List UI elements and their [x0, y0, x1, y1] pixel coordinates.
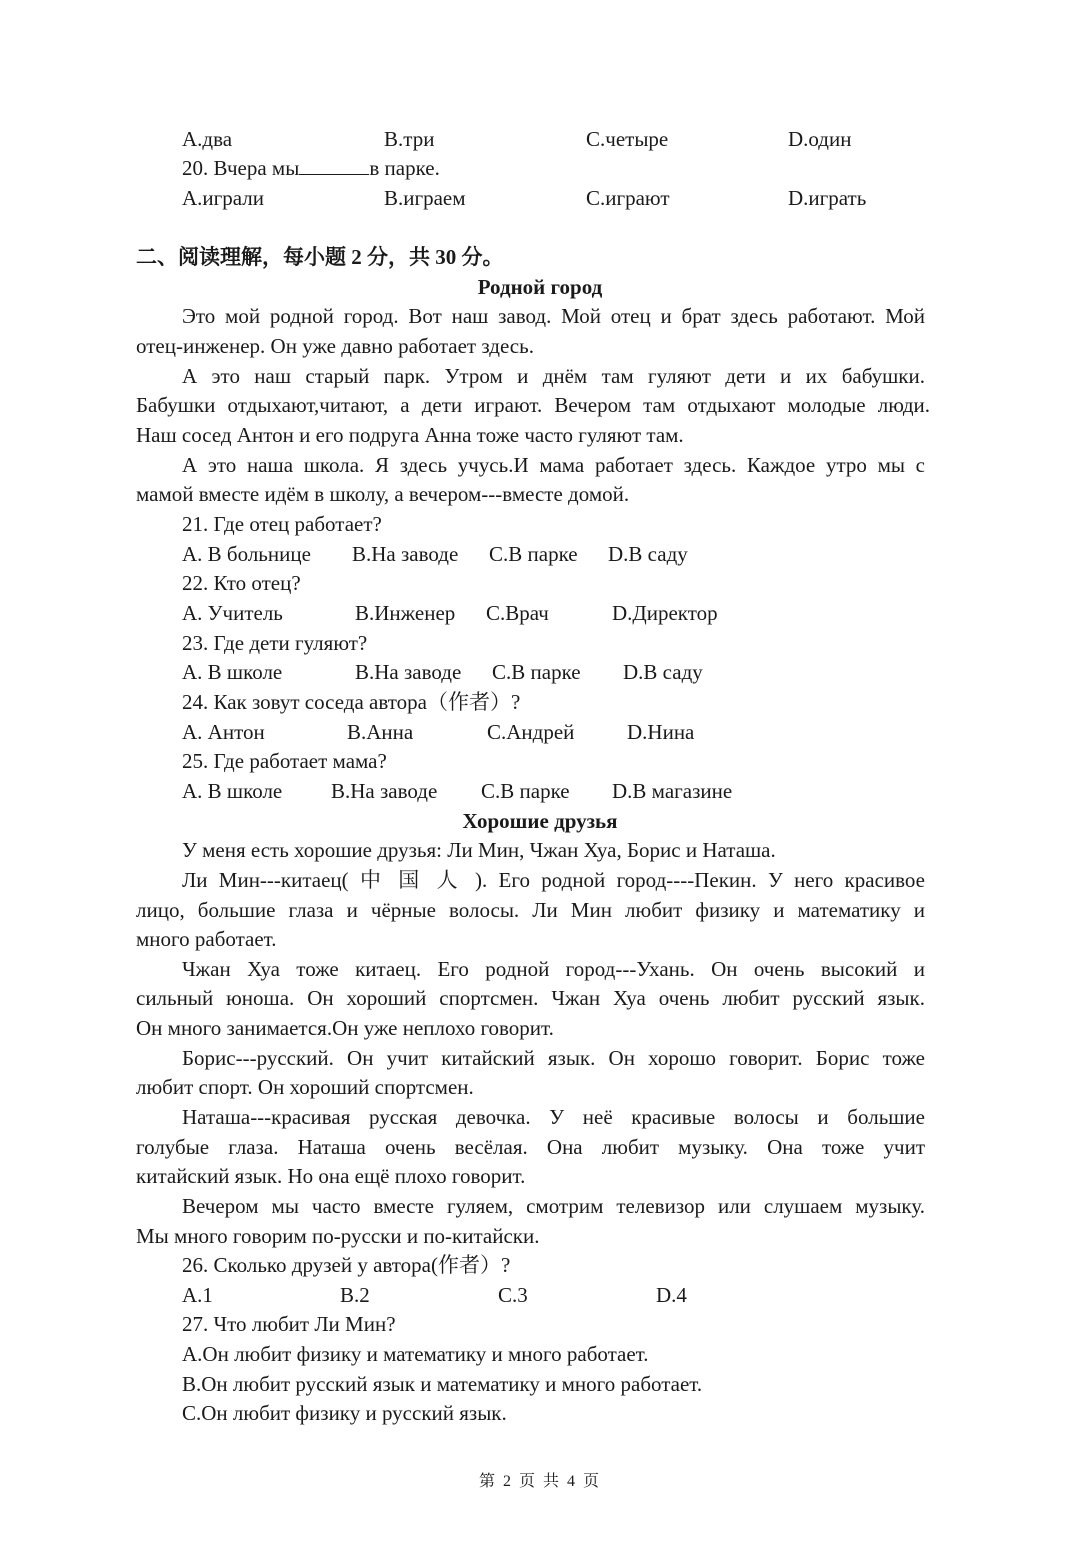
q20-option-c: C.играют — [586, 186, 670, 210]
text2-p6-line2: Мы много говорим по-русски и по-китайски. — [136, 1224, 540, 1248]
text2-p2-line2: лицо, большие глаза и чёрные волосы. Ли Мин любит физику и математику и — [136, 898, 925, 922]
q24-option-d: D.Нина — [627, 720, 695, 744]
section-heading: 二、阅读理解，每小题 2 分，共 30 分。 — [136, 245, 504, 269]
q27-option-b: B.Он любит русский язык и математику и много работает. — [182, 1372, 703, 1396]
q21-option-d: D.В саду — [608, 542, 688, 566]
q21-option-a: A. В больнице — [182, 542, 311, 566]
text2-p4-line1: Борис---русский. Он учит китайский язык. Он хорошо говорит. Борис тоже — [182, 1046, 925, 1070]
q20-option-b: B.играем — [384, 186, 466, 210]
q22-option-a: A. Учитель — [182, 601, 283, 625]
text2-p3-line1: Чжан Хуа тоже китаец. Его родной город---Ухань. Он очень высокий и — [182, 957, 925, 981]
text1-p1-line2: отец-инженер. Он уже давно работает здесь. — [136, 334, 534, 358]
q20-suffix: в парке. — [369, 156, 440, 180]
text2-p5-line3: китайский язык. Но она ещё плохо говорит. — [136, 1164, 526, 1188]
text1-p2-line3: Наш сосед Антон и его подруга Анна тоже часто гуляют там. — [136, 423, 684, 447]
q23-option-c: C.В парке — [492, 660, 581, 684]
q23-option-b: B.На заводе — [355, 660, 462, 684]
text1-p3-line2: мамой вместе идём в школу, а вечером---вместе домой. — [136, 482, 630, 506]
q25-question: 25. Где работает мама? — [182, 749, 387, 773]
q21-option-b: B.На заводе — [352, 542, 459, 566]
q21-question: 21. Где отец работает? — [182, 512, 382, 536]
q20-question — [182, 153, 440, 183]
q26-option-a: A.1 — [182, 1283, 213, 1307]
text2-p1: У меня есть хорошие друзья: Ли Мин, Чжан Хуа, Борис и Наташа. — [182, 838, 776, 862]
q26-option-b: B.2 — [340, 1283, 370, 1307]
text1-p2-line1: А это наш старый парк. Утром и днём там гуляют дети и их бабушки. — [182, 364, 925, 388]
q23-question: 23. Где дети гуляют? — [182, 631, 368, 655]
text2-p5-line2: голубые глаза. Наташа очень весёлая. Она любит музыку. Она тоже учит — [136, 1135, 925, 1159]
q23-option-a: A. В школе — [182, 660, 283, 684]
q27-option-c: C.Он любит физику и русский язык. — [182, 1401, 507, 1425]
text2-p2-line1: Ли Мин---китаец( 中 国 人 ). Его родной город----Пекин. У него красивое — [182, 868, 925, 892]
text2-p2-line3: много работает. — [136, 927, 277, 951]
q20-option-d: D.играть — [788, 186, 867, 210]
text1-title: Родной город — [477, 275, 603, 299]
q19-option-a: A.два — [182, 127, 233, 151]
text2-p6-line1: Вечером мы часто вместе гуляем, смотрим телевизор или слушаем музыку. — [182, 1194, 925, 1218]
q20-option-a: A.играли — [182, 186, 264, 210]
q25-option-b: B.На заводе — [331, 779, 438, 803]
answer-blank — [299, 156, 369, 175]
q24-question: 24. Как зовут соседа автора（作者）? — [182, 690, 521, 714]
q24-option-c: C.Андрей — [487, 720, 575, 744]
q25-option-c: C.В парке — [481, 779, 570, 803]
text2-p3-line3: Он много занимается.Он уже неплохо говорит. — [136, 1016, 554, 1040]
q21-option-c: C.В парке — [489, 542, 578, 566]
q22-option-b: B.Инженер — [355, 601, 456, 625]
q19-option-c: C.четыре — [586, 127, 669, 151]
q19-option-b: B.три — [384, 127, 435, 151]
q25-option-d: D.В магазине — [612, 779, 733, 803]
q27-option-a: A.Он любит физику и математику и много работает. — [182, 1342, 649, 1366]
q24-option-a: A. Антон — [182, 720, 265, 744]
text1-p2-line2: Бабушки отдыхают,читают, а дети играют. Вечером там отдыхают молодые люди. — [136, 393, 930, 417]
q27-question: 27. Что любит Ли Мин? — [182, 1312, 396, 1336]
q24-option-b: B.Анна — [347, 720, 414, 744]
q22-question: 22. Кто отец? — [182, 571, 301, 595]
q26-option-d: D.4 — [656, 1283, 687, 1307]
q26-question: 26. Сколько друзей у автора(作者）? — [182, 1253, 511, 1277]
q26-option-c: C.3 — [498, 1283, 528, 1307]
q22-option-d: D.Директор — [612, 601, 718, 625]
q23-option-d: D.В саду — [623, 660, 703, 684]
q22-option-c: C.Врач — [486, 601, 549, 625]
q25-option-a: A. В школе — [182, 779, 283, 803]
text1-p3-line1: А это наша школа. Я здесь учусь.И мама работает здесь. Каждое утро мы с — [182, 453, 925, 477]
text1-p1-line1: Это мой родной город. Вот наш завод. Мой отец и брат здесь работают. Мой — [182, 304, 925, 328]
q19-option-d: D.один — [788, 127, 852, 151]
text2-title: Хорошие друзья — [462, 809, 618, 833]
q20-prefix: 20. Вчера мы — [182, 156, 300, 180]
text2-p5-line1: Наташа---красивая русская девочка. У неё красивые волосы и большие — [182, 1105, 925, 1129]
text2-p4-line2: любит спорт. Он хороший спортсмен. — [136, 1075, 474, 1099]
page-footer: 第 2 页 共 4 页 — [478, 1473, 601, 1490]
text2-p3-line2: сильный юноша. Он хороший спортсмен. Чжан Хуа очень любит русский язык. — [136, 986, 925, 1010]
